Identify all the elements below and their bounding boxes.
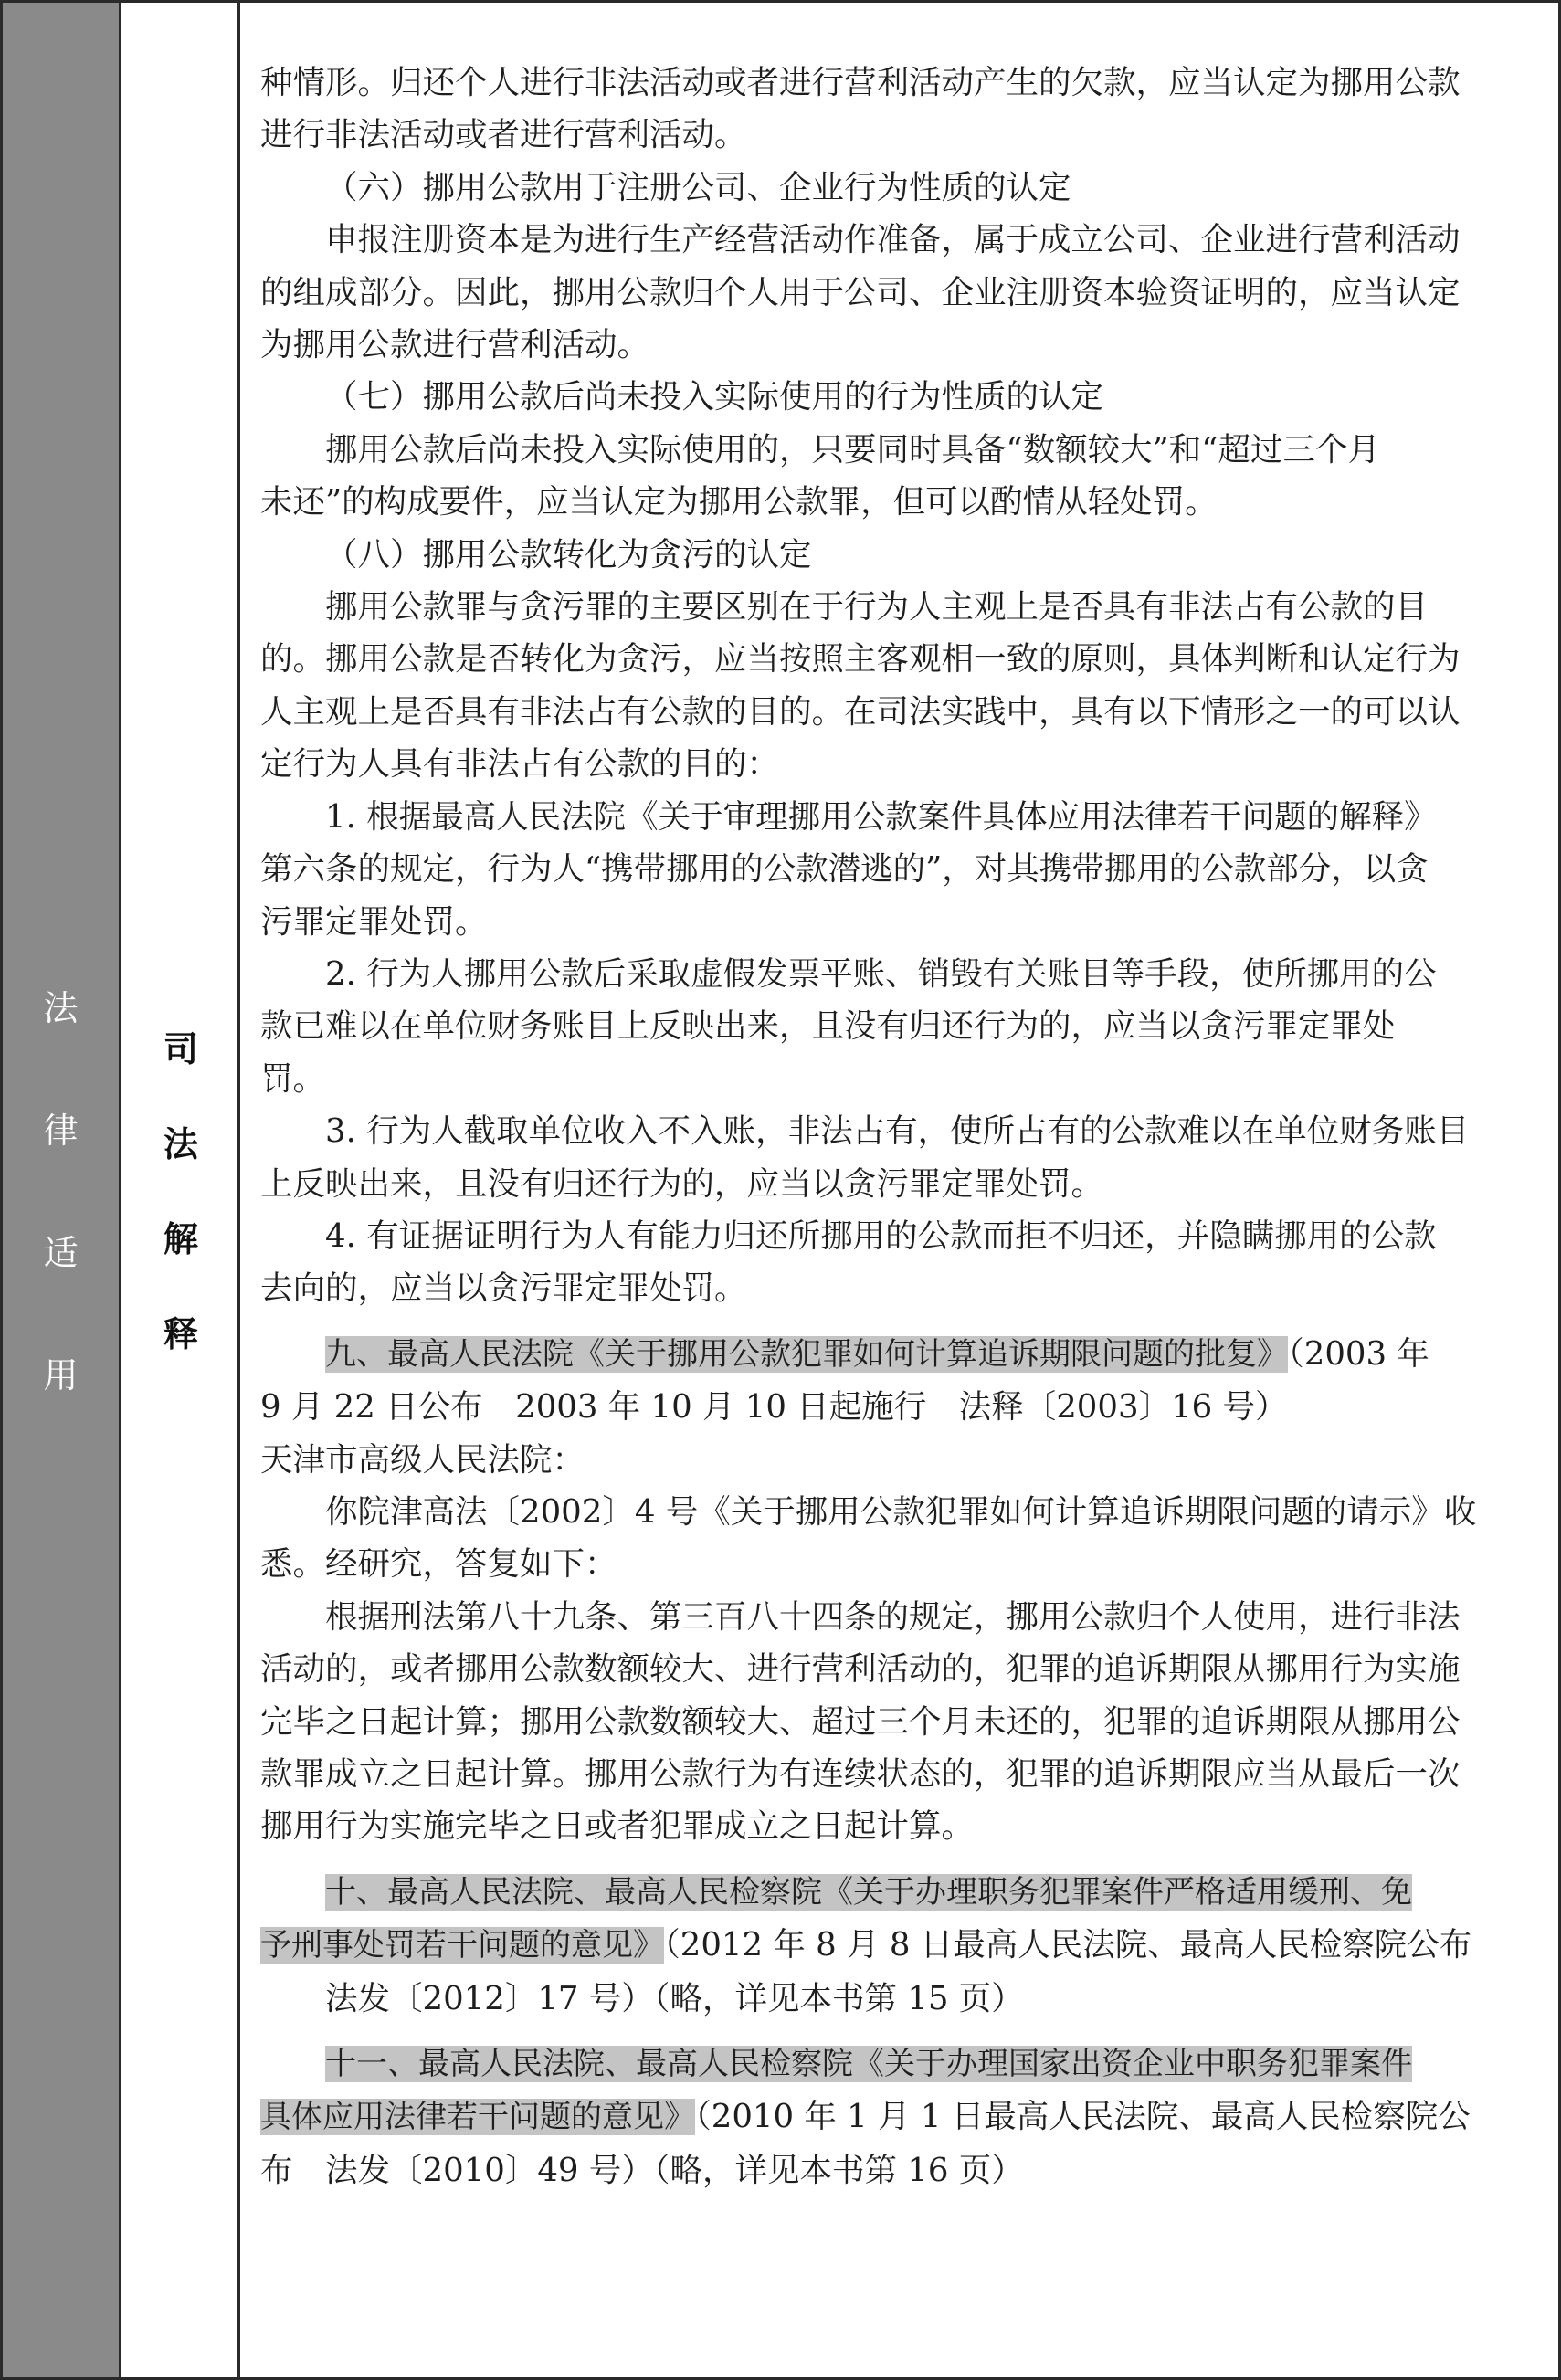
subcategory-label-judicial-interpretation: 司 法 解 释 <box>163 1029 198 1354</box>
text-line: 挪用行为实施完毕之日或者犯罪成立之日起计算。 <box>260 1807 975 1846</box>
text-line: 活动的，或者挪用公款数额较大、进行营利活动的，犯罪的追诉期限从挪用行为实施 <box>260 1650 1461 1689</box>
text-line: 去向的，应当以贪污罪定罪处罚。 <box>260 1269 747 1308</box>
section-10-meta: 法发〔2012〕17 号）（略，详见本书第 15 页） <box>325 1979 1024 2017</box>
section-9-addressee: 天津市高级人民法院： <box>260 1440 585 1479</box>
text-line: 上反映出来，且没有归还行为的，应当以贪污罪定罪处罚。 <box>260 1164 1104 1203</box>
text-line: 为挪用公款进行营利活动。 <box>260 326 650 364</box>
section-9-heading: 九、最高人民法院《关于挪用公款犯罪如何计算追诉期限问题的批复》 <box>325 1335 1288 1373</box>
text-line: 第六条的规定，行为人“携带挪用的公款潜逃的”，对其携带挪用的公款部分，以贪 <box>260 850 1429 889</box>
section-11-heading: 十一、最高人民法院、最高人民检察院《关于办理国家出资企业中职务犯罪案件 <box>325 2046 1412 2083</box>
section-10-heading-line <box>260 1866 1539 1919</box>
section-11-heading-line <box>260 2038 1539 2090</box>
list-item: 3. 行为人截取单位收入不入账，非法占有，使所占有的公款难以在单位财务账目 <box>325 1112 1470 1151</box>
text-line: 款罪成立之日起计算。挪用公款行为有连续状态的，犯罪的追诉期限应当从最后一次 <box>260 1755 1461 1793</box>
text-line: 的。挪用公款是否转化为贪污，应当按照主客观相一致的原则，具体判断和认定行为 <box>260 640 1461 679</box>
section-11-heading-line: 具体应用法律若干问题的意见》（2010 年 1 月 1 日最高人民法院、最高人民检察院公 <box>260 2098 1471 2136</box>
text-line: 你院津高法〔2002〕4 号《关于挪用公款犯罪如何计算追诉期限问题的请示》收 <box>325 1492 1477 1531</box>
text-line: 种情形。归还个人进行非法活动或者进行营利活动产生的欠款，应当认定为挪用公款 <box>260 64 1461 101</box>
section-9-heading-line: 九、最高人民法院《关于挪用公款犯罪如何计算追诉期限问题的批复》（2003 年 <box>325 1334 1429 1373</box>
text-line: 罚。 <box>260 1059 326 1098</box>
category-label-legal-application: 法 律 适 用 <box>43 988 79 1395</box>
text-line: 申报注册资本是为进行生产经营活动作准备，属于成立公司、企业进行营利活动 <box>325 221 1461 259</box>
text-line: 根据刑法第八十九条、第三百八十四条的规定，挪用公款归个人使用，进行非法 <box>325 1597 1461 1636</box>
text-line: 完毕之日起计算；挪用公款数额较大、超过三个月未还的，犯罪的追诉期限从挪用公 <box>260 1702 1461 1741</box>
subheading: （七）挪用公款后尚未投入实际使用的行为性质的认定 <box>325 378 1104 416</box>
text-line: 悉。经研究，答复如下： <box>260 1545 617 1584</box>
text-line: 挪用公款后尚未投入实际使用的，只要同时具备“数额较大”和“超过三个月 <box>325 430 1380 469</box>
subheading: （八）挪用公款转化为贪污的认定 <box>325 535 812 574</box>
list-item: 4. 有证据证明行为人有能力归还所挪用的公款而拒不归还，并隐瞒挪用的公款 <box>325 1216 1437 1255</box>
section-9-meta: 9 月 22 日公布 2003 年 10 月 10 日起施行 法释〔2003〕16 号） <box>260 1388 1288 1427</box>
list-item: 1. 根据最高人民法院《关于审理挪用公款案件具体应用法律若干问题的解释》 <box>325 797 1437 836</box>
text-line: 款已难以在单位财务账目上反映出来，且没有归还行为的，应当以贪污罪定罪处 <box>260 1007 1396 1046</box>
list-item: 2. 行为人挪用公款后采取虚假发票平账、销毁有关账目等手段，使所挪用的公 <box>325 954 1437 993</box>
section-11-meta: 布 法发〔2010〕49 号）（略，详见本书第 16 页） <box>260 2151 1024 2189</box>
text-line: 的组成部分。因此，挪用公款归个人用于公司、企业注册资本验资证明的，应当认定 <box>260 273 1461 311</box>
text-line: 挪用公款罪与贪污罪的主要区别在于行为人主观上是否具有非法占有公款的目 <box>325 588 1429 627</box>
main-content <box>260 57 1539 2196</box>
text-line: 未还”的构成要件，应当认定为挪用公款罪，但可以酌情从轻处罚。 <box>260 483 1218 521</box>
subheading: （六）挪用公款用于注册公司、企业行为性质的认定 <box>325 168 1071 206</box>
text-line: 定行为人具有非法占有公款的目的： <box>260 745 780 784</box>
text-line: 污罪定罪处罚。 <box>260 902 488 941</box>
text-line: 人主观上是否具有非法占有公款的目的。在司法实践中，具有以下情形之一的可以认 <box>260 692 1461 731</box>
section-10-heading: 十、最高人民法院、最高人民检察院《关于办理职务犯罪案件严格适用缓刑、免 <box>325 1873 1412 1911</box>
text-line: 进行非法活动或者进行营利活动。 <box>260 116 747 154</box>
section-10-heading-line: 予刑事处罚若干问题的意见》（2012 年 8 月 8 日最高人民法院、最高人民检察院公布 <box>260 1926 1472 1964</box>
